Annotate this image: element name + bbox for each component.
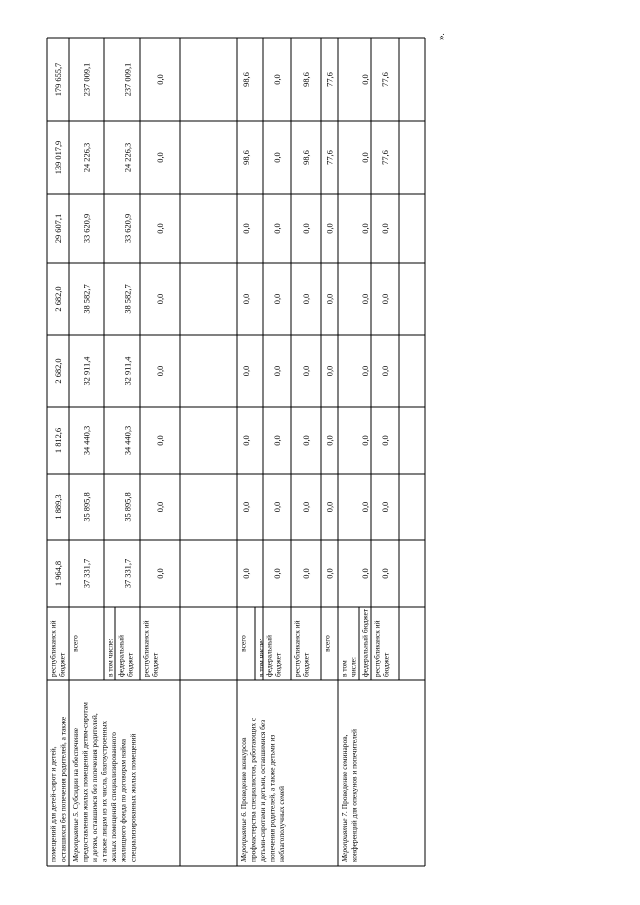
funding-source-label: федеральный xyxy=(264,635,274,677)
measure-name-line: и детям, оставшимся без попечения родителей, xyxy=(89,713,99,862)
value-cell: 98,6 xyxy=(241,150,251,165)
measure-name-line: конференций для опекунов и попечителей xyxy=(349,729,359,862)
value-cell: 0,0 xyxy=(155,501,165,513)
funding-source-column xyxy=(49,608,391,677)
value-cell: 33 620,9 xyxy=(82,213,92,244)
value-cell: 0,0 xyxy=(272,74,282,85)
value-cell: 0,0 xyxy=(155,293,165,305)
value-cell: 0,0 xyxy=(272,152,282,163)
value-cell: 237 009,1 xyxy=(82,62,92,97)
value-cell: 98,6 xyxy=(301,150,311,165)
value-cell: 0,0 xyxy=(360,501,370,513)
funding-source-label: числе: xyxy=(348,657,358,677)
value-cell: 179 655,7 xyxy=(53,62,63,97)
measure-name-line: Мероприятие 7. Проведение семинаров, xyxy=(339,734,349,862)
value-cell: 0,0 xyxy=(360,152,370,163)
value-cell: 77,6 xyxy=(380,150,390,165)
value-cell: 0,0 xyxy=(380,223,390,234)
value-cell: 0,0 xyxy=(360,435,370,446)
value-cell: 0,0 xyxy=(241,568,251,579)
closing-quote-mark: ». xyxy=(436,33,446,40)
value-cell: 0,0 xyxy=(360,568,370,579)
measure-name-line: оставшихся без попечения родителей, а также xyxy=(58,716,68,862)
value-cell: 0,0 xyxy=(155,223,165,234)
measure-name-line: предоставления жилых помещений детям-сиротам xyxy=(80,702,90,862)
funding-source-label: всего xyxy=(322,635,332,652)
value-cell: 37 331,7 xyxy=(82,558,92,589)
funding-source-label: республиканск ий xyxy=(292,620,302,677)
value-cell: 0,0 xyxy=(301,293,311,305)
value-cell: 0,0 xyxy=(380,435,390,446)
value-cell: 34 440,3 xyxy=(123,425,133,456)
value-cell: 0,0 xyxy=(301,501,311,513)
measure-name-line: жилищного фонда по договорам найма xyxy=(118,739,128,862)
funding-source-label: республиканск ий xyxy=(141,620,151,677)
value-cell: 29 607,1 xyxy=(53,213,63,244)
value-cell: 1 812,6 xyxy=(53,427,63,454)
value-cell: 0,0 xyxy=(155,74,165,85)
value-cell: 32 911,4 xyxy=(82,356,92,386)
value-cell: 0,0 xyxy=(155,435,165,446)
funding-source-label: бюджет xyxy=(273,652,283,677)
value-cell: 32 911,4 xyxy=(123,356,133,386)
value-cell: 24 226,3 xyxy=(123,142,133,173)
value-cell: 0,0 xyxy=(241,293,251,305)
measure-name-column xyxy=(49,702,359,863)
value-cell: 0,0 xyxy=(301,435,311,446)
measure-name-line: профмастерства специалистов, работающих с xyxy=(248,717,258,862)
funding-source-label: в том числе: xyxy=(256,638,266,677)
value-cell: 0,0 xyxy=(155,152,165,163)
funding-source-label: бюджет xyxy=(381,652,391,677)
value-cell: 0,0 xyxy=(272,223,282,234)
funding-source-label: в том xyxy=(339,660,349,677)
value-cell: 0,0 xyxy=(241,435,251,446)
value-cell: 35 895,8 xyxy=(82,492,92,522)
value-cell: 0,0 xyxy=(272,501,282,513)
value-cell: 77,6 xyxy=(325,150,335,165)
value-cell: 98,6 xyxy=(301,72,311,87)
value-cell: 77,6 xyxy=(325,72,335,87)
value-cell: 0,0 xyxy=(360,223,370,234)
value-cell: 0,0 xyxy=(241,223,251,234)
measure-name-line: неблагополучных семей xyxy=(277,785,287,862)
value-cell: 0,0 xyxy=(380,293,390,305)
value-cell: 33 620,9 xyxy=(123,213,133,244)
value-cell: 1 889,3 xyxy=(53,494,63,520)
measure-name-line: попечения родителей, а также детьми из xyxy=(267,734,277,862)
value-cell: 0,0 xyxy=(360,293,370,305)
value-cell: 35 895,8 xyxy=(123,492,133,522)
value-cell: 0,0 xyxy=(241,365,251,377)
value-cell: 34 440,3 xyxy=(82,425,92,456)
funding-source-label: бюджет xyxy=(301,652,311,677)
value-cell: 0,0 xyxy=(272,435,282,446)
value-cell: 139 017,9 xyxy=(53,140,63,175)
value-cell: 0,0 xyxy=(380,365,390,377)
funding-source-label: всего xyxy=(238,635,248,652)
funding-source-label: федеральный бюджет xyxy=(360,608,370,677)
value-cell: 0,0 xyxy=(325,223,335,234)
value-cell: 98,6 xyxy=(241,72,251,87)
funding-source-label: всего xyxy=(70,635,80,652)
funding-source-label: бюджет xyxy=(57,652,67,677)
value-cell: 0,0 xyxy=(301,223,311,234)
funding-source-label: бюджет xyxy=(125,652,135,677)
value-cell: 38 582,7 xyxy=(82,284,92,314)
measure-name-line: жилых помещений специализированного xyxy=(109,732,119,862)
measure-name-line: Мероприятие 5. Субсидии на обеспечение xyxy=(70,727,80,862)
value-cell: 2 682,0 xyxy=(53,358,63,384)
value-cell: 0,0 xyxy=(272,365,282,377)
funding-source-label: бюджет xyxy=(150,652,160,677)
value-cell: 0,0 xyxy=(241,501,251,513)
value-cell: 0,0 xyxy=(301,568,311,579)
value-cell: 0,0 xyxy=(272,293,282,305)
value-cell: 0,0 xyxy=(301,365,311,377)
value-cell: 0,0 xyxy=(360,365,370,377)
measure-name-line: Мероприятие 6. Проведение конкурсов xyxy=(238,737,248,862)
value-cell: 0,0 xyxy=(155,365,165,377)
value-cell: 77,6 xyxy=(380,72,390,87)
value-cell: 24 226,3 xyxy=(82,142,92,173)
value-cell: 0,0 xyxy=(272,568,282,579)
value-cell: 2 682,0 xyxy=(53,286,63,312)
value-cell: 0,0 xyxy=(325,435,335,446)
value-cell: 0,0 xyxy=(325,365,335,377)
measure-name-line: помещений для детей-сирот и детей, xyxy=(48,746,58,862)
value-cell: 37 331,7 xyxy=(123,558,133,589)
value-cell: 0,0 xyxy=(155,568,165,579)
funding-source-label: федеральный xyxy=(116,635,126,677)
value-cell: 38 582,7 xyxy=(123,284,133,314)
measure-name-line: детьми-сиротами и детьми, оставшимися без xyxy=(257,719,267,862)
value-cell: 237 009,1 xyxy=(123,62,133,97)
value-cell: 0,0 xyxy=(360,74,370,85)
funding-source-label: республиканск ий xyxy=(48,620,58,677)
value-cell: 0,0 xyxy=(325,568,335,579)
value-cell: 0,0 xyxy=(380,568,390,579)
funding-source-label: республиканск ий xyxy=(372,620,382,677)
value-cell: 1 964,8 xyxy=(53,560,63,587)
value-cell: 0,0 xyxy=(380,501,390,513)
measure-name-line: специализированных жилых помещений xyxy=(128,733,138,862)
measure-name-line: а также лицам из их числа, благоустроенных xyxy=(99,720,109,862)
value-cell: 0,0 xyxy=(325,501,335,513)
value-cell: 0,0 xyxy=(325,293,335,305)
funding-source-label: в том числе: xyxy=(105,638,115,677)
